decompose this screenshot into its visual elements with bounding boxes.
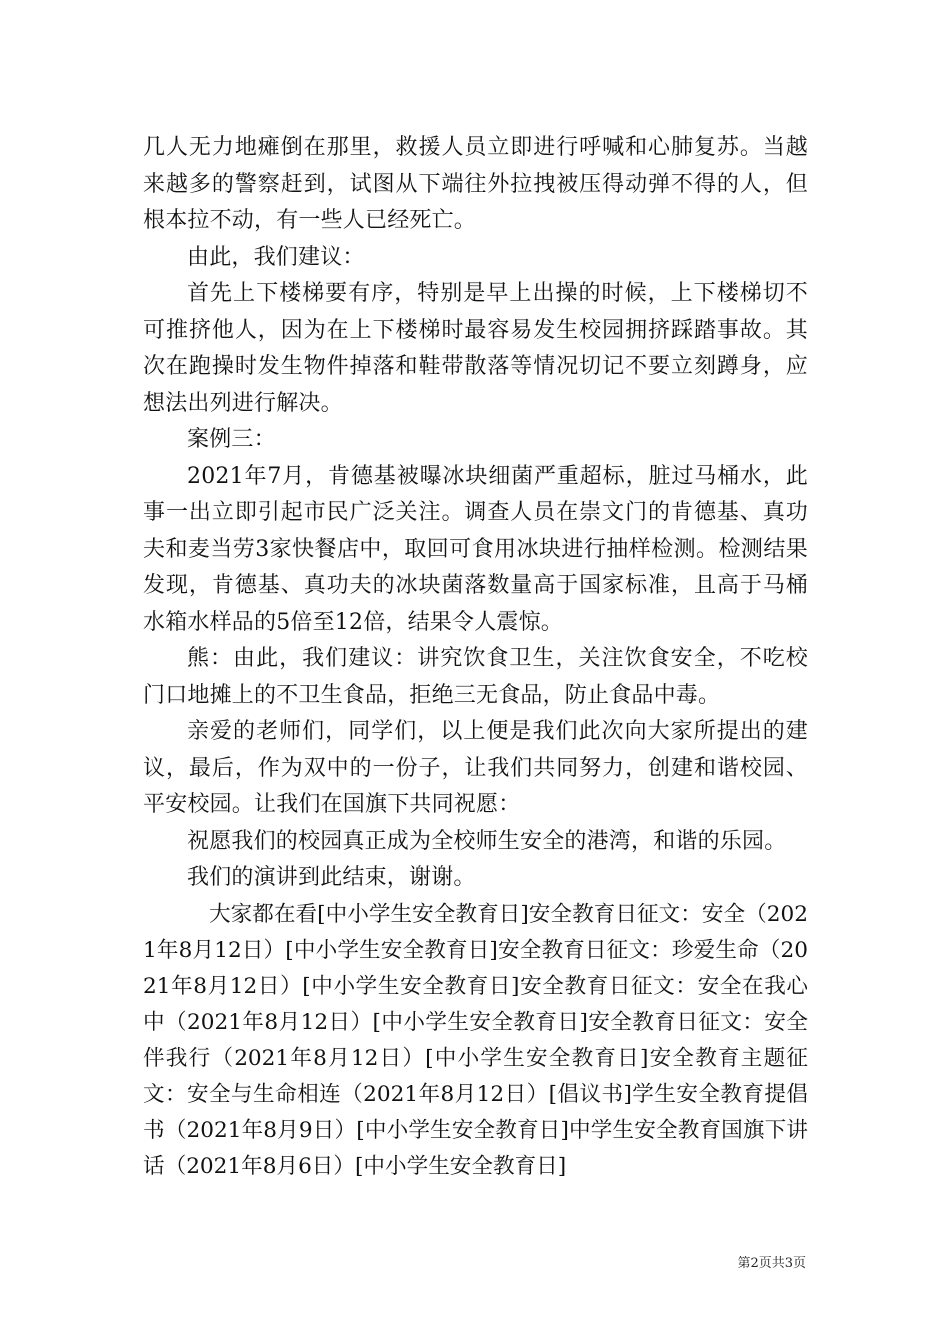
paragraph-wish: 祝愿我们的校园真正成为全校师生安全的港湾，和谐的乐园。 [187,828,787,854]
paragraph-stair-safety: 首先上下楼梯要有序，特别是早上出操的时候，上下楼梯切不可推挤他人，因为在上下楼梯时最容易发生校园拥挤踩踏事故。其次在跑操时发生物件掉落和鞋带散落等情况切记不要立刻蹲身，应想法出列进行解决。 [143,281,808,416]
paragraph-continuation: 几人无力地瘫倒在那里，救援人员立即进行呼喊和心肺复苏。当越来越多的警察赶到，试图从下端往外拉拽被压得动弹不得的人，但根本拉不动，有一些人已经死亡。 [143,135,808,233]
paragraph-food-safety: 熊：由此，我们建议：讲究饮食卫生，关注饮食安全，不吃校门口地摊上的不卫生食品，拒绝三无食品，防止食品中毒。 [143,646,808,708]
paragraph-thanks: 我们的演讲到此结束，谢谢。 [187,865,476,890]
related-reading-links[interactable]: 大家都在看[中小学生安全教育日]安全教育日征文：安全（2021年8月12日）[中小学生安全教育日]安全教育日征文：珍爱生命（2021年8月12日）[中小学生安全教育日]安全教育日征文：安全在我心中（2021年8月12日）[中小学生安全教育日]安全教育日征文：安全伴我行（2021年8月12日）[中小学生安全教育日]安全教育主题征文：安全与生命相连（2021年8月12日）[倡议书]学生安全教育提倡书（2021年8月9日）[中小学生安全教育日]中学生安全教育国旗下讲话（2021年8月6日）[中小学生安全教育日] [143,901,808,1179]
paragraph-suggestion-intro: 由此，我们建议： [187,244,365,270]
paragraph-closing-appeal: 亲爱的老师们，同学们，以上便是我们此次向大家所提出的建议，最后，作为双中的一份子，让我们共同努力，创建和谐校园、平安校园。让我们在国旗下共同祝愿： [143,719,808,817]
paragraph-case-three-heading: 案例三： [187,427,276,452]
page-number: 第2页共3页 [737,1256,806,1271]
document-body [143,130,808,1185]
paragraph-case-three: 2021年7月，肯德基被曝冰块细菌严重超标，脏过马桶水，此事一出立即引起市民广泛关注。调查人员在崇文门的肯德基、真功夫和麦当劳3家快餐店中，取回可食用冰块进行抽样检测。检测结果发现，肯德基、真功夫的冰块菌落数量高于国家标准，且高于马桶水箱水样品的5倍至12倍，结果令人震惊。 [143,463,808,635]
